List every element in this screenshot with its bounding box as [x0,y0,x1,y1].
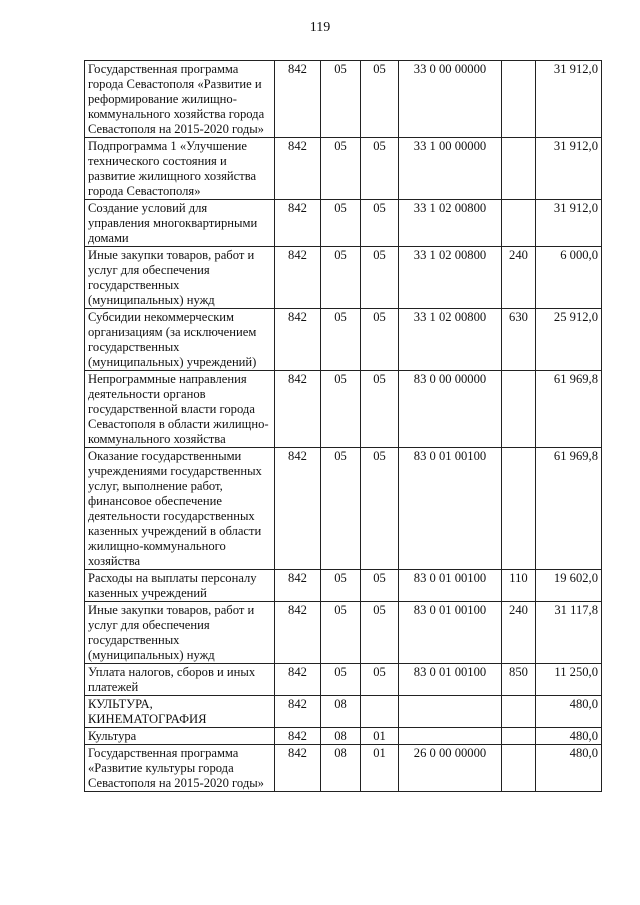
row-grbs-cell: 842 [275,664,321,696]
row-expense-type-cell: 630 [502,309,536,371]
row-expense-type-cell [502,371,536,448]
row-amount-cell: 480,0 [536,745,602,792]
row-section-cell: 05 [321,371,361,448]
table-row [85,61,602,138]
row-section-cell: 05 [321,309,361,371]
table-row [85,570,602,602]
row-amount-cell: 480,0 [536,696,602,728]
row-grbs-cell: 842 [275,602,321,664]
table-row [85,448,602,570]
row-expense-type-cell: 240 [502,247,536,309]
row-target-article-cell: 33 1 00 00000 [399,138,502,200]
row-subsection-cell: 05 [361,602,399,664]
row-section-cell: 05 [321,200,361,247]
row-name-cell: Подпрограмма 1 «Улучшение технического состояния и развитие жилищного хозяйства города Севастополя» [85,138,275,200]
table-row [85,247,602,309]
table-row [85,309,602,371]
row-target-article-cell: 83 0 01 00100 [399,570,502,602]
row-target-article-cell: 83 0 00 00000 [399,371,502,448]
row-expense-type-cell [502,448,536,570]
row-section-cell: 08 [321,696,361,728]
row-expense-type-cell: 240 [502,602,536,664]
row-expense-type-cell [502,745,536,792]
row-grbs-cell: 842 [275,448,321,570]
row-section-cell: 05 [321,448,361,570]
row-section-cell: 05 [321,61,361,138]
row-subsection-cell: 05 [361,371,399,448]
row-amount-cell: 6 000,0 [536,247,602,309]
row-name-cell: Расходы на выплаты персоналу казенных учреждений [85,570,275,602]
row-amount-cell: 19 602,0 [536,570,602,602]
budget-table-body [85,61,602,792]
row-name-cell: Иные закупки товаров, работ и услуг для обеспечения государственных (муниципальных) нужд [85,247,275,309]
row-subsection-cell: 01 [361,745,399,792]
row-subsection-cell: 05 [361,664,399,696]
row-amount-cell: 61 969,8 [536,448,602,570]
row-target-article-cell: 26 0 00 00000 [399,745,502,792]
page-number: 119 [309,20,331,35]
row-target-article-cell: 33 1 02 00800 [399,200,502,247]
row-section-cell: 08 [321,745,361,792]
row-name-cell: Иные закупки товаров, работ и услуг для обеспечения государственных (муниципальных) нужд [85,602,275,664]
row-subsection-cell: 05 [361,570,399,602]
table-row [85,200,602,247]
table-row [85,371,602,448]
row-subsection-cell: 05 [361,247,399,309]
row-target-article-cell: 83 0 01 00100 [399,664,502,696]
row-name-cell: Непрограммные направления деятельности органов государственной власти города Севастополя в области жилищно-коммунального хозяйства [85,371,275,448]
row-section-cell: 05 [321,138,361,200]
row-amount-cell: 31 117,8 [536,602,602,664]
row-subsection-cell [361,696,399,728]
row-subsection-cell: 05 [361,61,399,138]
row-grbs-cell: 842 [275,570,321,602]
row-name-cell: КУЛЬТУРА, КИНЕМАТОГРАФИЯ [85,696,275,728]
row-target-article-cell: 33 1 02 00800 [399,247,502,309]
row-subsection-cell: 05 [361,200,399,247]
table-row [85,696,602,728]
row-expense-type-cell [502,138,536,200]
row-grbs-cell: 842 [275,371,321,448]
row-section-cell: 05 [321,570,361,602]
row-grbs-cell: 842 [275,696,321,728]
row-expense-type-cell [502,728,536,745]
row-expense-type-cell [502,61,536,138]
row-target-article-cell: 83 0 01 00100 [399,448,502,570]
row-grbs-cell: 842 [275,61,321,138]
row-grbs-cell: 842 [275,247,321,309]
row-target-article-cell: 83 0 01 00100 [399,602,502,664]
table-row [85,138,602,200]
row-name-cell: Уплата налогов, сборов и иных платежей [85,664,275,696]
row-expense-type-cell: 850 [502,664,536,696]
row-subsection-cell: 05 [361,448,399,570]
row-target-article-cell [399,728,502,745]
row-amount-cell: 31 912,0 [536,138,602,200]
row-section-cell: 05 [321,664,361,696]
row-grbs-cell: 842 [275,200,321,247]
row-expense-type-cell [502,200,536,247]
row-grbs-cell: 842 [275,745,321,792]
row-amount-cell: 25 912,0 [536,309,602,371]
row-name-cell: Субсидии некоммерческим организациям (за исключением государственных (муниципальных) учреждений) [85,309,275,371]
row-name-cell: Культура [85,728,275,745]
row-grbs-cell: 842 [275,309,321,371]
row-name-cell: Оказание государственными учреждениями государственных услуг, выполнение работ, финансовое обеспечение деятельности государственных казенных учреждений в области жилищно-коммунального хозяйства [85,448,275,570]
row-amount-cell: 11 250,0 [536,664,602,696]
budget-table [84,60,602,792]
row-expense-type-cell: 110 [502,570,536,602]
row-subsection-cell: 05 [361,309,399,371]
row-amount-cell: 61 969,8 [536,371,602,448]
row-name-cell: Создание условий для управления многоквартирными домами [85,200,275,247]
table-row [85,745,602,792]
row-target-article-cell: 33 0 00 00000 [399,61,502,138]
row-section-cell: 08 [321,728,361,745]
row-section-cell: 05 [321,247,361,309]
row-target-article-cell [399,696,502,728]
row-section-cell: 05 [321,602,361,664]
row-grbs-cell: 842 [275,728,321,745]
row-name-cell: Государственная программа города Севастополя «Развитие и реформирование жилищно-коммунального хозяйства города Севастополя на 2015-2020 годы» [85,61,275,138]
row-amount-cell: 480,0 [536,728,602,745]
table-row [85,728,602,745]
table-row [85,664,602,696]
row-subsection-cell: 01 [361,728,399,745]
row-amount-cell: 31 912,0 [536,61,602,138]
row-target-article-cell: 33 1 02 00800 [399,309,502,371]
row-name-cell: Государственная программа «Развитие культуры города Севастополя на 2015-2020 годы» [85,745,275,792]
row-amount-cell: 31 912,0 [536,200,602,247]
row-expense-type-cell [502,696,536,728]
row-subsection-cell: 05 [361,138,399,200]
table-row [85,602,602,664]
row-grbs-cell: 842 [275,138,321,200]
